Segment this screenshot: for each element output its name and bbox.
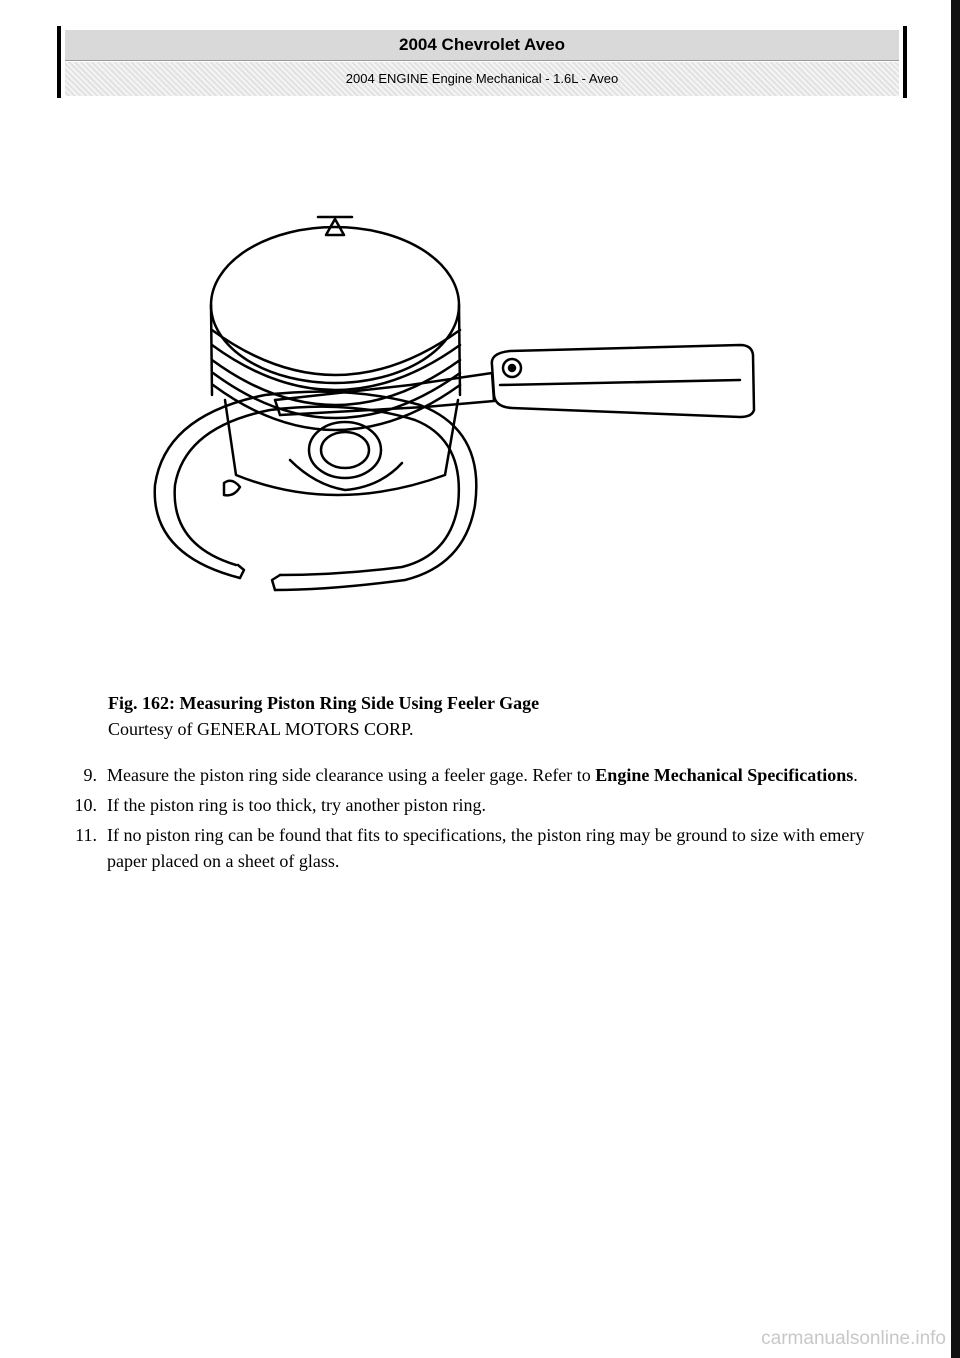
step-10	[55, 792, 905, 818]
figure-caption	[108, 690, 539, 742]
step-11	[55, 822, 905, 874]
step-text: Measure the piston ring side clearance using a feeler gage. Refer to	[107, 765, 596, 785]
header-left-rule	[57, 26, 61, 98]
step-9	[55, 762, 905, 788]
step-number: 9.	[83, 765, 97, 785]
figure-caption-credit: Courtesy of GENERAL MOTORS CORP.	[108, 719, 414, 739]
header-subtitle: 2004 ENGINE Engine Mechanical - 1.6L - Aveo	[65, 62, 899, 96]
specifications-link[interactable]: Engine Mechanical Specifications	[595, 765, 854, 785]
header-title: 2004 Chevrolet Aveo	[65, 30, 899, 61]
site-watermark: carmanualsonline.info	[761, 1328, 946, 1349]
step-number: 11.	[75, 825, 97, 845]
step-number: 10.	[74, 795, 97, 815]
procedure-steps	[55, 762, 905, 878]
document-header	[57, 26, 907, 98]
step-text: If the piston ring is too thick, try another piston ring.	[107, 795, 486, 815]
figure-caption-title: Fig. 162: Measuring Piston Ring Side Using Feeler Gage	[108, 693, 540, 713]
page-right-border	[951, 0, 960, 1358]
step-text-tail: .	[853, 765, 858, 785]
piston-ring-illustration	[140, 205, 780, 625]
step-text: If no piston ring can be found that fits to specifications, the piston ring may be ground to size with emery paper placed on a sheet of glass.	[107, 825, 865, 871]
header-right-rule	[903, 26, 907, 98]
